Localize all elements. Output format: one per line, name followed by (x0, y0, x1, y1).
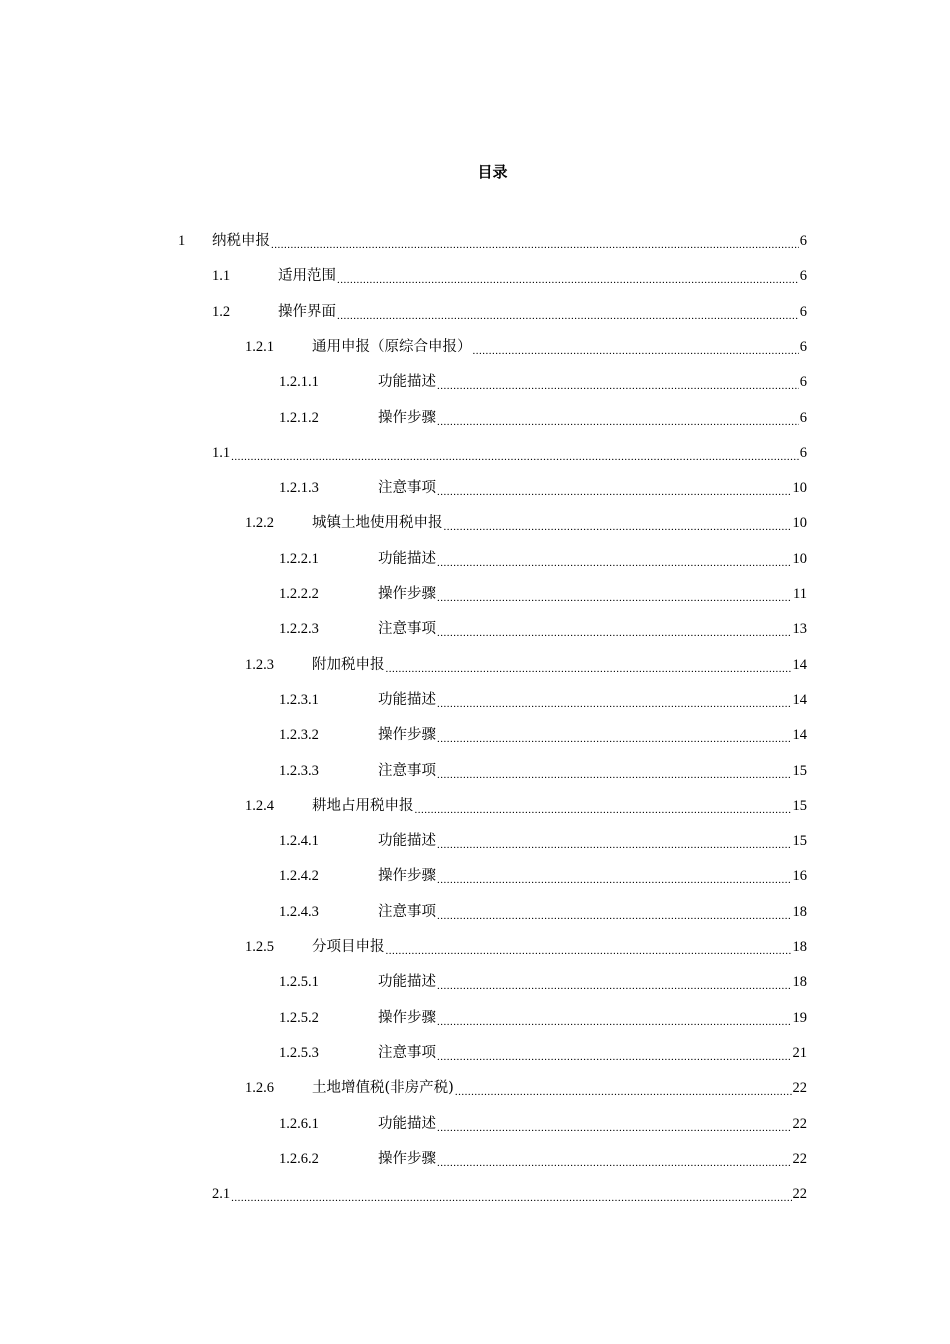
toc-entry[interactable] (212, 1182, 807, 1206)
toc-entry-title: 操作步骤 (378, 1009, 436, 1026)
toc-entry-title: 功能描述 (378, 550, 436, 567)
toc-dot-leader (437, 864, 792, 888)
toc-page-number: 11 (793, 586, 807, 602)
toc-dot-leader (437, 688, 792, 712)
toc-entry-number: 1.2.6 (245, 1080, 274, 1097)
toc-dot-leader (271, 229, 799, 253)
toc-entry-title: 功能描述 (378, 833, 436, 850)
toc-dot-leader (231, 441, 799, 465)
toc-entry[interactable] (245, 511, 807, 535)
toc-entry[interactable] (279, 1112, 807, 1136)
toc-entry-title: 功能描述 (378, 974, 436, 991)
toc-entry[interactable] (245, 1076, 807, 1100)
toc-entry[interactable] (178, 229, 807, 253)
toc-dot-leader (437, 476, 792, 500)
toc-page-number: 18 (792, 974, 807, 991)
toc-page-number: 6 (799, 444, 807, 461)
toc-page-number: 13 (792, 621, 807, 638)
toc-entry-title: 通用申报（原综合申报） (312, 338, 472, 355)
toc-entry-title: 分项目申报 (312, 939, 385, 955)
toc-page-number: 15 (792, 797, 807, 814)
toc-entry-number: 1.2.4 (245, 797, 274, 814)
toc-entry[interactable] (279, 406, 807, 430)
toc-dot-leader (231, 1182, 791, 1206)
toc-entry-title: 注意事项 (378, 762, 436, 779)
toc-dot-leader (437, 1112, 792, 1136)
toc-page-number: 14 (792, 727, 807, 744)
toc-entry[interactable] (279, 970, 807, 994)
toc-page-number: 6 (799, 409, 807, 426)
toc-entry[interactable] (279, 617, 807, 641)
toc-dot-leader (437, 370, 799, 394)
toc-entry[interactable] (279, 370, 807, 394)
toc-entry[interactable] (279, 547, 807, 571)
toc-entry[interactable] (279, 1041, 807, 1065)
toc-entry[interactable] (279, 582, 807, 606)
toc-page-number: 19 (792, 1009, 807, 1026)
toc-entry-title: 注意事项 (378, 621, 436, 638)
toc-entry-number: 2.1 (212, 1186, 231, 1203)
toc-dot-leader (437, 1041, 792, 1065)
toc-entry-title: 注意事项 (378, 903, 436, 920)
toc-entry[interactable] (212, 441, 807, 465)
toc-entry[interactable] (279, 688, 807, 712)
toc-dot-leader (437, 1147, 792, 1171)
toc-page-number: 18 (792, 903, 807, 920)
toc-entry-title: 操作步骤 (378, 586, 436, 602)
toc-entry-number: 1.2.1.3 (279, 480, 319, 497)
toc-dot-leader (415, 794, 792, 818)
toc-entry[interactable] (245, 794, 807, 818)
toc-dot-leader (337, 264, 799, 288)
toc-entry-number: 1.2 (212, 303, 231, 320)
toc-entry-number: 1.1 (212, 268, 231, 285)
toc-entry-number: 1.2.5 (245, 939, 274, 955)
toc-entry[interactable] (279, 759, 807, 783)
toc-entry-title: 操作步骤 (378, 868, 436, 885)
toc-entry-number: 1.2.2.3 (279, 621, 319, 638)
toc-entry[interactable] (279, 1006, 807, 1030)
toc-page-number: 22 (792, 1150, 807, 1167)
toc-entry[interactable] (212, 264, 807, 288)
toc-page-number: 14 (792, 656, 807, 673)
toc-entry-number: 1.2.4.1 (279, 833, 319, 850)
toc-entry-title: 功能描述 (378, 1115, 436, 1132)
toc-entry-title: 功能描述 (378, 691, 436, 708)
toc-dot-leader (437, 723, 792, 747)
toc-page-number: 22 (792, 1115, 807, 1132)
toc-entry-number: 1.2.1 (245, 338, 274, 355)
toc-page-number: 18 (792, 939, 807, 955)
toc-dot-leader (386, 653, 792, 677)
toc-page-number: 10 (792, 480, 807, 497)
toc-entry-title: 纳税申报 (212, 233, 270, 249)
toc-page-number: 6 (799, 303, 807, 320)
toc-entry-title: 功能描述 (378, 374, 436, 391)
toc-page-number: 22 (792, 1080, 807, 1097)
toc-entry-number: 1.2.4.3 (279, 903, 319, 920)
toc-entry-number: 1.2.2.1 (279, 550, 319, 567)
toc-entry-number: 1.2.5.3 (279, 1044, 319, 1061)
toc-entry-title: 操作步骤 (378, 1150, 436, 1167)
toc-page-number: 15 (792, 833, 807, 850)
toc-entry-number: 1.1 (212, 444, 231, 461)
toc-entry[interactable] (279, 900, 807, 924)
toc-entry[interactable] (245, 335, 807, 359)
toc-page-number: 10 (792, 515, 807, 532)
toc-entry-title: 操作步骤 (378, 727, 436, 744)
toc-page-number: 6 (799, 268, 807, 285)
toc-entry[interactable] (245, 935, 807, 959)
toc-dot-leader (386, 935, 792, 959)
toc-dot-leader (444, 511, 792, 535)
toc-entry-title: 附加税申报 (312, 656, 385, 673)
toc-entry-number: 1.2.6.1 (279, 1115, 319, 1132)
toc-entry[interactable] (279, 723, 807, 747)
toc-entry-title: 注意事项 (378, 1044, 436, 1061)
toc-dot-leader (455, 1076, 792, 1100)
toc-entry-number: 1.2.3.1 (279, 691, 319, 708)
toc-page-number: 14 (792, 691, 807, 708)
toc-entry-title: 适用范围 (278, 268, 336, 285)
toc-entry[interactable] (245, 653, 807, 677)
toc-entry-number: 1.2.1.1 (279, 374, 319, 391)
toc-dot-leader (473, 335, 799, 359)
toc-entry-title: 城镇土地使用税申报 (312, 515, 443, 532)
toc-entry-number: 1.2.3.3 (279, 762, 319, 779)
toc-entry-title: 土地增值税(非房产税) (312, 1080, 454, 1097)
toc-page-number: 6 (799, 233, 807, 249)
toc-entry-number: 1.2.2 (245, 515, 274, 532)
toc-page-number: 21 (792, 1044, 807, 1061)
toc-entry-number: 1 (178, 233, 186, 249)
toc-entry-title: 操作界面 (278, 303, 336, 320)
toc-entry-number: 1.2.3 (245, 656, 274, 673)
toc-page-number: 22 (792, 1186, 807, 1203)
toc-entry[interactable] (279, 476, 807, 500)
toc-entry[interactable] (279, 1147, 807, 1171)
toc-page-number: 16 (792, 868, 807, 885)
toc-page-number: 15 (792, 762, 807, 779)
toc-dot-leader (437, 829, 792, 853)
toc-entry[interactable] (279, 864, 807, 888)
toc-page-number: 6 (799, 338, 807, 355)
toc-dot-leader (437, 900, 792, 924)
toc-dot-leader (437, 970, 792, 994)
toc-dot-leader (437, 759, 792, 783)
toc-entry-number: 1.2.4.2 (279, 868, 319, 885)
toc-dot-leader (437, 406, 799, 430)
toc-dot-leader (437, 582, 792, 606)
toc-dot-leader (437, 547, 792, 571)
toc-entry-number: 1.2.2.2 (279, 586, 319, 602)
toc-entry[interactable] (279, 829, 807, 853)
toc-entry-number: 1.2.5.1 (279, 974, 319, 991)
toc-entry-title: 注意事项 (378, 480, 436, 497)
toc-entry-title: 操作步骤 (378, 409, 436, 426)
toc-entry-number: 1.2.5.2 (279, 1009, 319, 1026)
toc-entry-number: 1.2.6.2 (279, 1150, 319, 1167)
toc-dot-leader (337, 300, 799, 324)
toc-entry[interactable] (212, 300, 807, 324)
toc-entry-title: 耕地占用税申报 (312, 797, 414, 814)
toc-page-number: 10 (792, 550, 807, 567)
toc-dot-leader (437, 1006, 792, 1030)
toc-entry-number: 1.2.3.2 (279, 727, 319, 744)
toc-title: 目录 (477, 163, 508, 181)
toc-entry-number: 1.2.1.2 (279, 409, 319, 426)
toc-dot-leader (437, 617, 792, 641)
toc-page-number: 6 (799, 374, 807, 391)
